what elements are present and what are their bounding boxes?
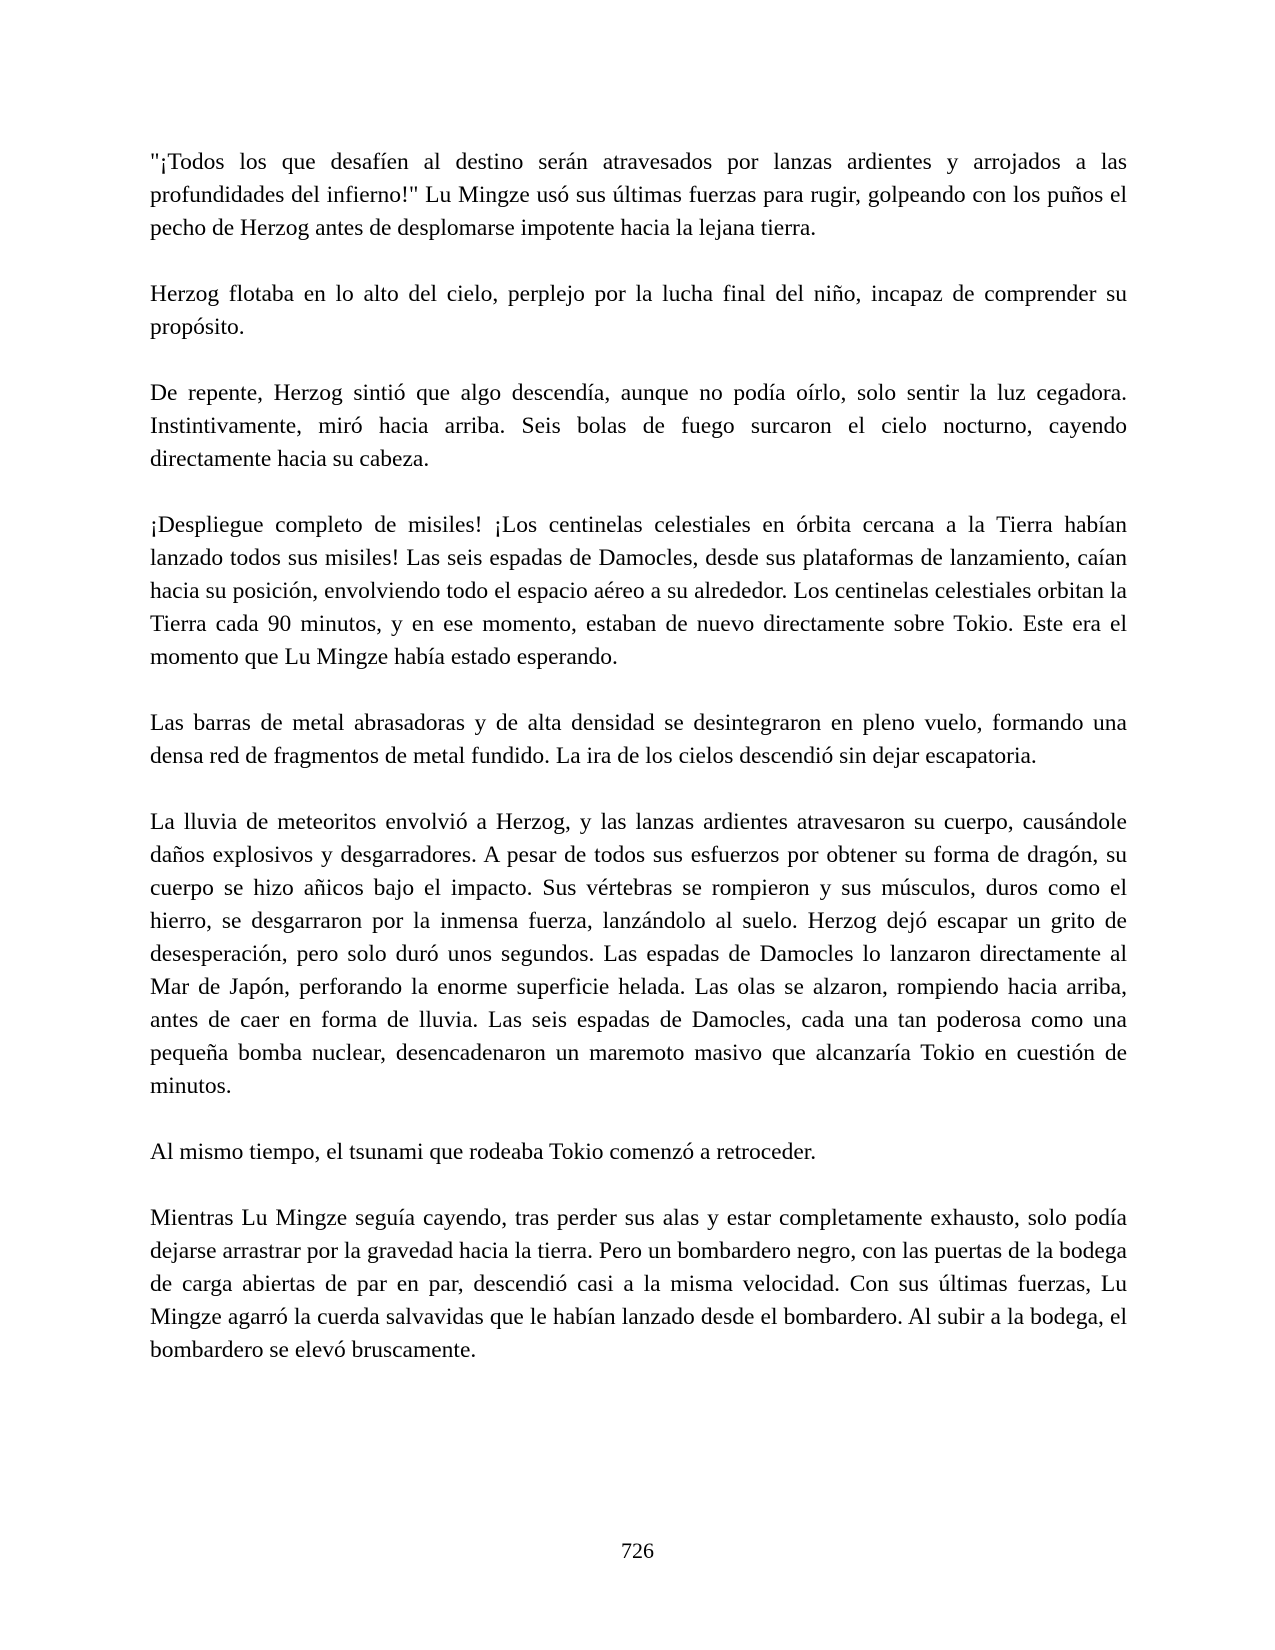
paragraph: De repente, Herzog sintió que algo descendía, aunque no podía oírlo, solo sentir la luz cegadora. Instintivamente, miró hacia arriba. Seis bolas de fuego surcaron el cielo nocturno, cayendo directamente hacia su cabeza. (150, 380, 1127, 472)
paragraph: Al mismo tiempo, el tsunami que rodeaba Tokio comenzó a retroceder. (150, 1139, 817, 1165)
page-body (150, 146, 1127, 1400)
paragraph: Las barras de metal abrasadoras y de alta densidad se desintegraron en pleno vuelo, formando una densa red de fragmentos de metal fundido. La ira de los cielos descendió sin dejar escapatoria. (150, 710, 1127, 769)
paragraph: Mientras Lu Mingze seguía cayendo, tras perder sus alas y estar completamente exhausto, solo podía dejarse arrastrar por la gravedad hacia la tierra. Pero un bombardero negro, con las puertas de la bodega de carga abiertas de par en par, descendió casi a la misma velocidad. Con sus últimas fuerzas, Lu Mingze agarró la cuerda salvavidas que le habían lanzado desde el bombardero. Al subir a la bodega, el bombardero se elevó bruscamente. (150, 1205, 1127, 1363)
paragraph: "¡Todos los que desafíen al destino serán atravesados por lanzas ardientes y arrojados a las profundidades del infierno!" Lu Mingze usó sus últimas fuerzas para rugir, golpeando con los puños el pecho de Herzog antes de desplomarse impotente hacia la lejana tierra. (150, 149, 1127, 241)
paragraph: La lluvia de meteoritos envolvió a Herzog, y las lanzas ardientes atravesaron su cuerpo, causándole daños explosivos y desgarradores. A pesar de todos sus esfuerzos por obtener su forma de dragón, su cuerpo se hizo añicos bajo el impacto. Sus vértebras se rompieron y sus músculos, duros como el hierro, se desgarraron por la inmensa fuerza, lanzándolo al suelo. Herzog dejó escapar un grito de desesperación, pero solo duró unos segundos. Las espadas de Damocles lo lanzaron directamente al Mar de Japón, perforando la enorme superficie helada. Las olas se alzaron, rompiendo hacia arriba, antes de caer en forma de lluvia. Las seis espadas de Damocles, cada una tan poderosa como una pequeña bomba nuclear, desencadenaron un maremoto masivo que alcanzaría Tokio en cuestión de minutos. (150, 809, 1127, 1099)
page-number: 726 (621, 1538, 654, 1563)
paragraph: Herzog flotaba en lo alto del cielo, perplejo por la lucha final del niño, incapaz de comprender su propósito. (150, 281, 1127, 340)
paragraph: ¡Despliegue completo de misiles! ¡Los centinelas celestiales en órbita cercana a la Tierra habían lanzado todos sus misiles! Las seis espadas de Damocles, desde sus plataformas de lanzamiento, caían hacia su posición, envolviendo todo el espacio aéreo a su alrededor. Los centinelas celestiales orbitan la Tierra cada 90 minutos, y en ese momento, estaban de nuevo directamente sobre Tokio. Este era el momento que Lu Mingze había estado esperando. (150, 512, 1127, 670)
